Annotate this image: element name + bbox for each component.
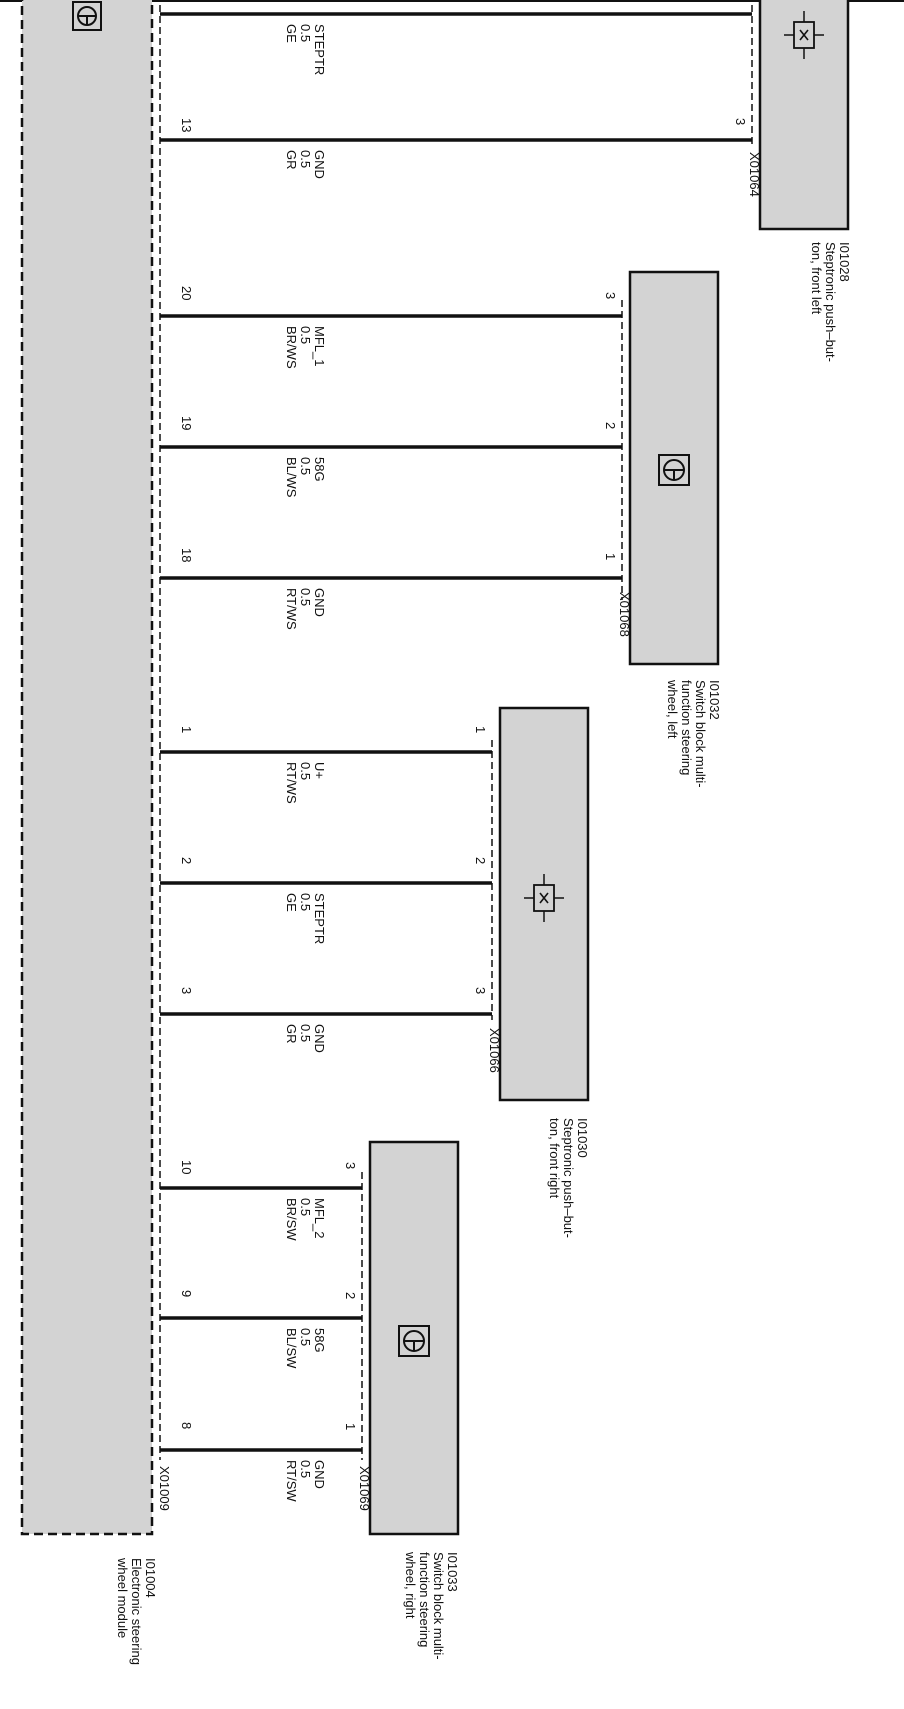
wire-signal-label: MFL_2 <box>312 1198 327 1239</box>
wire-size-label: 0.5 <box>298 1024 313 1043</box>
wire-signal-label: GND <box>312 1024 327 1053</box>
wire-mfl1 <box>160 286 622 369</box>
wire-pin-label: 9 <box>179 1290 194 1298</box>
component-connector-label: X01068 <box>617 592 632 637</box>
component-title-line-2: ton, front left <box>809 242 824 315</box>
wire-size-label: 0.5 <box>298 1328 313 1347</box>
component-title-id: I01028 <box>837 242 852 282</box>
wire-signal-label: MFL_1 <box>312 326 327 367</box>
wire-uplus <box>160 726 492 804</box>
component-pin-label: 2 <box>603 422 618 430</box>
wire-color-label: GE <box>284 893 299 912</box>
wire-color-label: BL/SW <box>284 1328 299 1369</box>
wire-gnd-left <box>160 548 622 630</box>
component-title-line-1: Steptronic push–but- <box>561 1118 576 1238</box>
module-title-line-2: wheel module <box>115 1558 130 1639</box>
wire-pin-label: 2 <box>179 857 194 865</box>
wire-steptr-front-right <box>160 857 492 944</box>
component-pin-label: 3 <box>603 292 618 300</box>
component-pin-label: 1 <box>473 726 488 734</box>
component-body <box>370 1142 458 1534</box>
wire-gnd-front-left <box>160 118 752 179</box>
wire-signal-label: STEPTR <box>312 24 327 76</box>
wire-pin-label: 10 <box>179 1160 194 1175</box>
wire-size-label: 0.5 <box>298 1198 313 1217</box>
wire-size-label: 0.5 <box>298 24 313 43</box>
component-pin-label: 2 <box>343 1292 358 1300</box>
wire-gnd-front-right <box>160 987 492 1053</box>
wire-signal-label: STEPTR <box>312 893 327 945</box>
wire-pin-label: 8 <box>179 1422 194 1430</box>
wire-signal-label: 58G <box>312 457 327 482</box>
wire-size-label: 0.5 <box>298 588 313 607</box>
component-title-line-2: function steering <box>417 1552 432 1648</box>
component-pin-label: 2 <box>473 857 488 865</box>
wire-size-label: 0.5 <box>298 893 313 912</box>
component-body <box>630 272 718 664</box>
wire-58g-right <box>160 1290 362 1369</box>
component-title-line-3: wheel, left <box>665 680 680 739</box>
wire-signal-label: GND <box>312 1460 327 1489</box>
component-pin-label: 1 <box>343 1423 358 1431</box>
wire-signal-label: GND <box>312 150 327 179</box>
wire-steptr-front-left <box>160 14 752 75</box>
wire-size-label: 0.5 <box>298 1460 313 1479</box>
module-title-id: I01004 <box>143 1558 158 1598</box>
wire-gnd-right <box>160 1422 362 1502</box>
wire-size-label: 0.5 <box>298 457 313 476</box>
wire-color-label: GR <box>284 150 299 170</box>
component-title-id: I01033 <box>445 1552 460 1592</box>
wire-pin-label: 1 <box>179 726 194 734</box>
wire-signal-label: U+ <box>312 762 327 779</box>
component-title-line-3: wheel, right <box>403 1552 418 1619</box>
module-body <box>22 0 152 1534</box>
wire-size-label: 0.5 <box>298 150 313 169</box>
wire-pin-label: 19 <box>179 416 194 431</box>
wire-color-label: BR/WS <box>284 326 299 369</box>
wire-pin-label: 18 <box>179 548 194 563</box>
component-title-line-1: Steptronic push–but- <box>823 242 838 362</box>
component-pin-label: 3 <box>733 118 748 126</box>
module-I01004 <box>22 0 172 1665</box>
wire-color-label: BR/SW <box>284 1198 299 1241</box>
component-I01032 <box>603 272 722 788</box>
wire-color-label: RT/SW <box>284 1460 299 1502</box>
component-connector-label: X01064 <box>747 152 762 197</box>
module-title-line-1: Electronic steering <box>129 1558 144 1665</box>
component-pin-label: 1 <box>603 553 618 561</box>
component-connector-label: X01066 <box>487 1028 502 1073</box>
component-I01033 <box>343 1142 460 1660</box>
wire-color-label: BL/WS <box>284 457 299 498</box>
wire-size-label: 0.5 <box>298 326 313 345</box>
component-pin-label: 3 <box>473 987 488 995</box>
wire-color-label: RT/WS <box>284 762 299 804</box>
component-connector-label: X01069 <box>357 1466 372 1511</box>
component-I01030 <box>473 708 590 1238</box>
wire-pin-label: 3 <box>179 987 194 995</box>
component-title-line-2: function steering <box>679 680 694 776</box>
wire-size-label: 0.5 <box>298 762 313 781</box>
wire-pin-label: 20 <box>179 286 194 301</box>
component-title-line-2: ton, front right <box>547 1118 562 1199</box>
wire-color-label: RT/WS <box>284 588 299 630</box>
wire-58g-left <box>160 416 622 498</box>
component-I01028 <box>733 0 852 362</box>
wire-signal-label: GND <box>312 588 327 617</box>
wire-color-label: GE <box>284 24 299 43</box>
component-title-id: I01030 <box>575 1118 590 1158</box>
module-connector-label: X01009 <box>157 1466 172 1511</box>
component-pin-label: 3 <box>343 1162 358 1170</box>
wire-color-label: GR <box>284 1024 299 1044</box>
component-title-id: I01032 <box>707 680 722 720</box>
component-title-line-1: Switch block multi- <box>431 1552 446 1660</box>
wire-signal-label: 58G <box>312 1328 327 1353</box>
wire-pin-label: 13 <box>179 118 194 133</box>
wire-mfl2 <box>160 1160 362 1241</box>
component-title-line-1: Switch block multi- <box>693 680 708 788</box>
